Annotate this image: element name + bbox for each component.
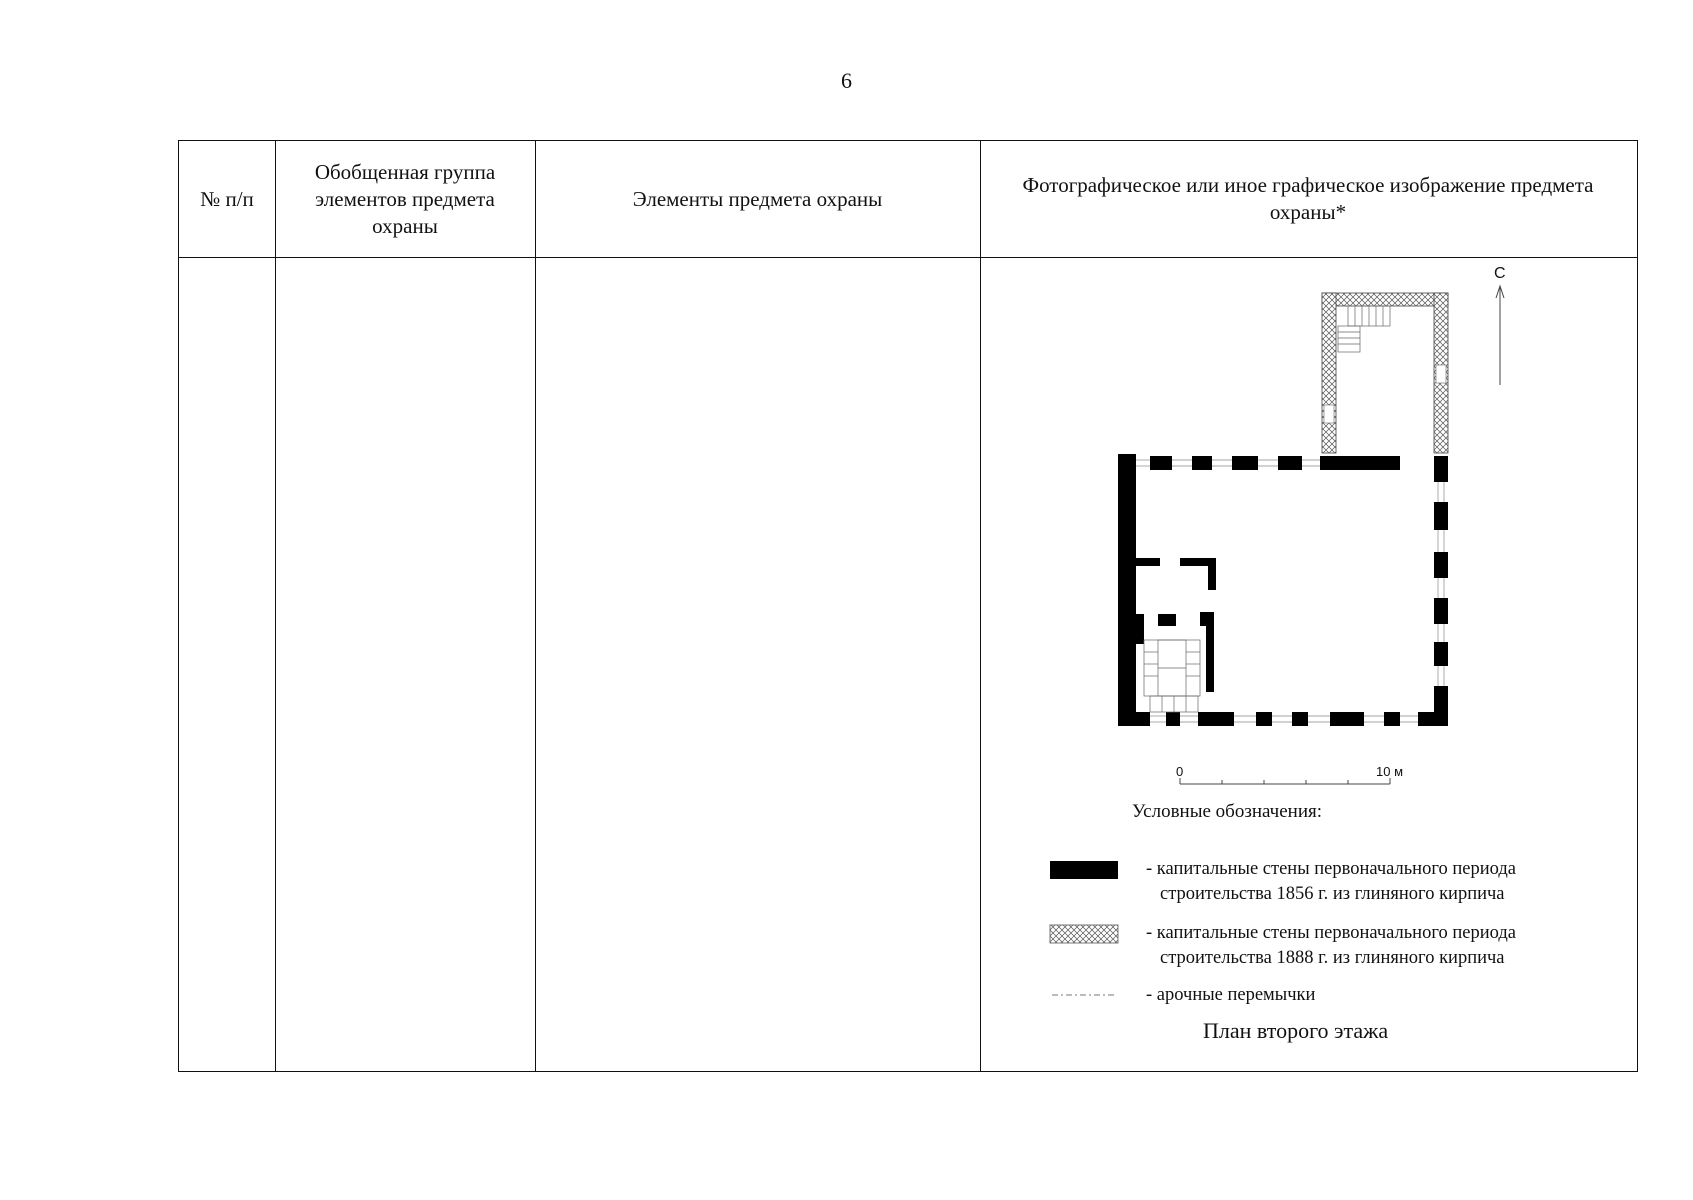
legend-text-line: - капитальные стены первоначального периода <box>1146 859 1516 879</box>
legend-text-line: строительства 1888 г. из глиняного кирпича <box>1160 948 1505 968</box>
north-arrow-icon <box>1496 286 1504 385</box>
legend-text-line: - арочные перемычки <box>1146 985 1316 1005</box>
scale-bar <box>1180 778 1390 784</box>
legend-item-1888 <box>1146 921 1516 971</box>
header-image: Фотографическое или иное графическое изображение предмета охраны* <box>1022 173 1594 224</box>
scale-start-label: 0 <box>1176 764 1184 779</box>
legend-text-line: - капитальные стены первоначального периода <box>1146 923 1516 943</box>
legend-text-line: строительства 1856 г. из глиняного кирпича <box>1160 884 1505 904</box>
legend-title: Условные обозначения: <box>1132 801 1323 822</box>
scale-end-label: 10 м <box>1376 764 1404 779</box>
header-number: № п/п <box>200 186 254 211</box>
legend-item-arch <box>1146 983 1315 1008</box>
annex-1888 <box>1322 293 1448 453</box>
legend-item-1856 <box>1146 857 1516 907</box>
plan-caption: План второго этажа <box>1203 1018 1389 1043</box>
legend-swatch-1856 <box>1050 861 1118 879</box>
staircase <box>1144 640 1200 712</box>
page-number: 6 <box>841 68 852 93</box>
header-group: Обобщенная группа элементов предмета охраны <box>314 159 496 238</box>
header-elements: Элементы предмета охраны <box>632 186 883 211</box>
main-walls-1856 <box>1118 454 1448 726</box>
legend-swatch-1888 <box>1050 925 1118 943</box>
north-label: С <box>1494 265 1506 282</box>
